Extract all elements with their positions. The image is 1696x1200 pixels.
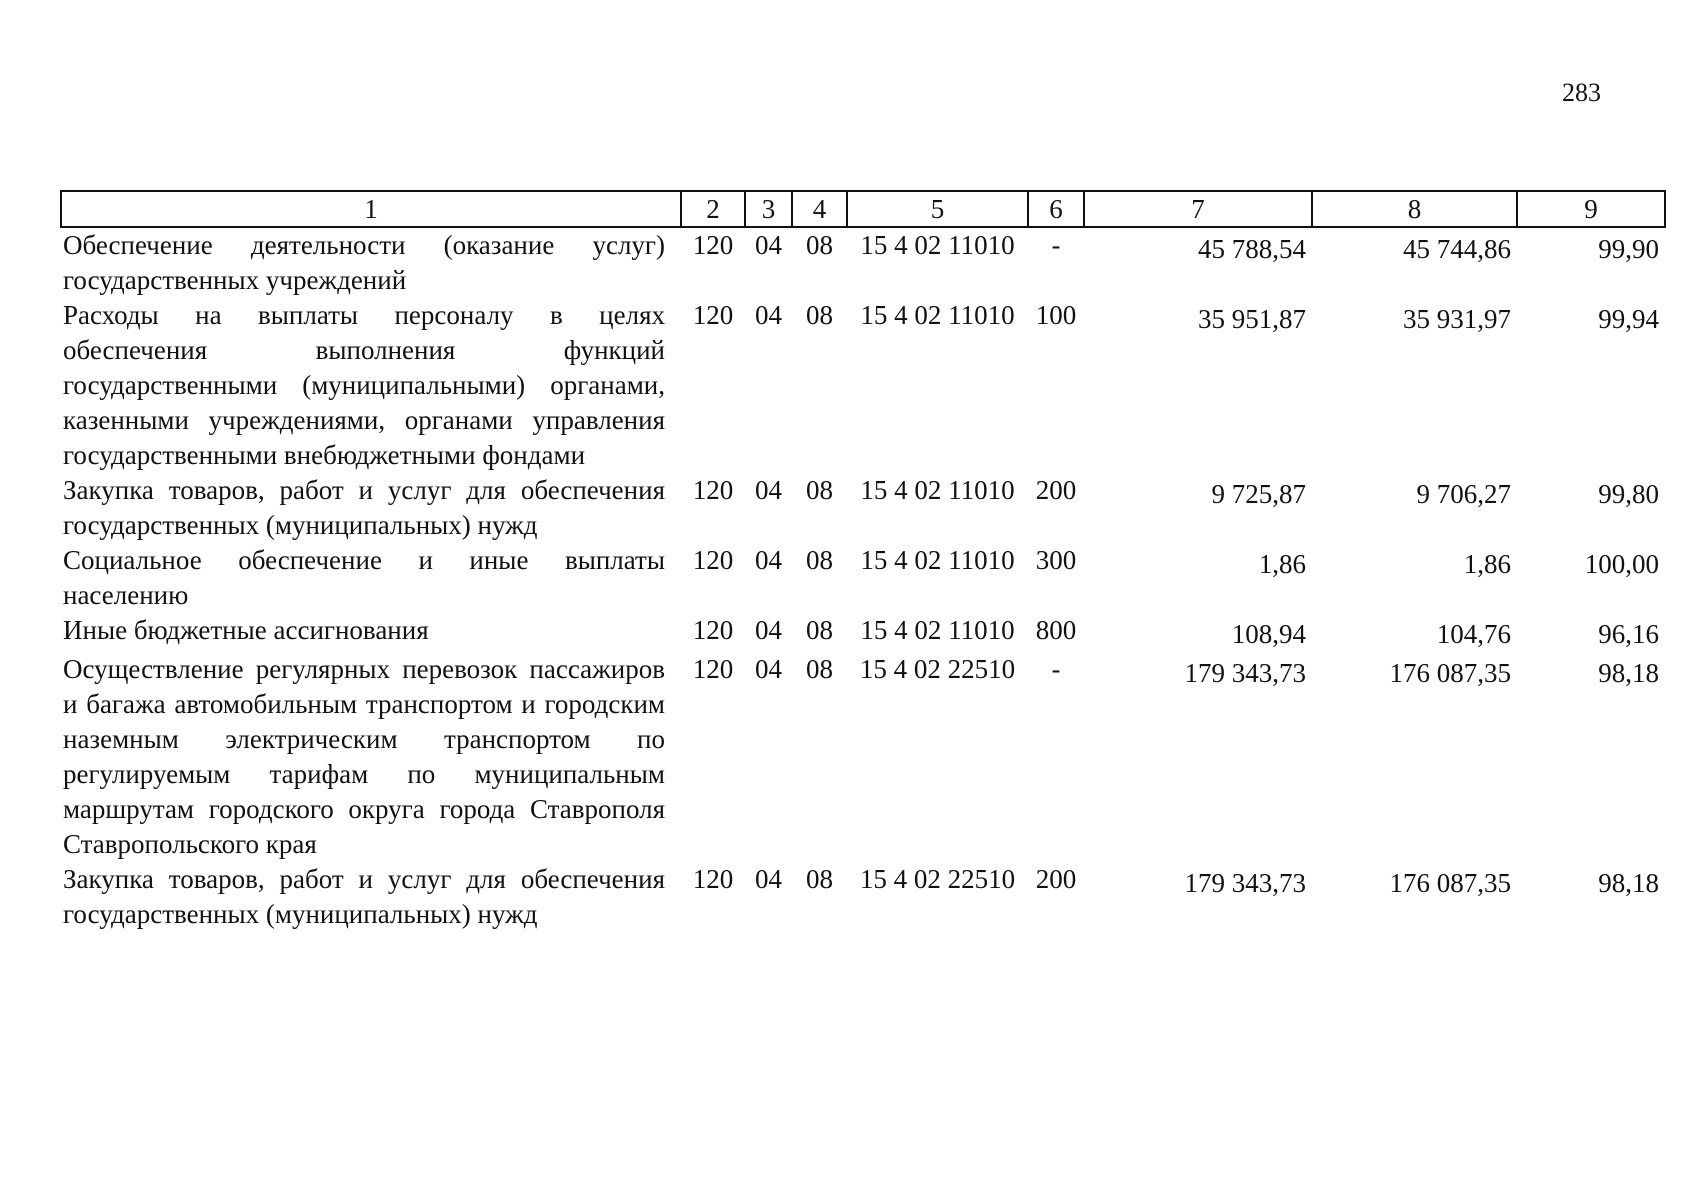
row-value-9: 98,18 (1598, 658, 1659, 688)
row-code-6: - (1051, 230, 1061, 260)
row-code-3: 04 (755, 545, 782, 575)
row-code-4: 08 (806, 615, 833, 645)
column-header: 8 (1312, 191, 1517, 227)
row-value-8: 45 744,86 (1403, 234, 1511, 264)
table-row (61, 227, 1665, 298)
row-code-5: 15 4 02 22510 (859, 654, 1016, 684)
row-value-8: 176 087,35 (1389, 658, 1511, 688)
row-code-2: 120 (692, 615, 734, 645)
row-code-4: 08 (806, 545, 833, 575)
row-code-6: - (1051, 654, 1061, 684)
row-code-5: 15 4 02 11010 (860, 475, 1015, 505)
row-code-4: 08 (806, 654, 833, 684)
row-value-7: 179 343,73 (1184, 868, 1306, 898)
table-row (61, 613, 1665, 652)
row-code-2: 120 (692, 475, 734, 505)
column-header: 6 (1028, 191, 1084, 227)
row-value-7: 45 788,54 (1198, 234, 1306, 264)
row-code-3: 04 (755, 654, 782, 684)
table-header-row (61, 191, 1665, 227)
table-row (61, 298, 1665, 473)
row-code-5: 15 4 02 11010 (860, 615, 1015, 645)
row-name: Расходы на выплаты персоналу в целях обеспечения выполнения функций государственными (муниципальными) органами, казенными учреждениями, органами управления государственными внебюджетными фондами (63, 300, 665, 470)
row-value-8: 9 706,27 (1416, 479, 1511, 509)
row-code-2: 120 (692, 230, 734, 260)
row-value-9: 100,00 (1584, 549, 1659, 579)
column-header: 7 (1084, 191, 1312, 227)
row-value-8: 35 931,97 (1403, 304, 1511, 334)
row-value-9: 99,80 (1598, 479, 1659, 509)
row-code-5: 15 4 02 22510 (859, 864, 1016, 894)
row-code-2: 120 (692, 300, 734, 330)
row-code-3: 04 (755, 864, 782, 894)
row-code-2: 120 (692, 654, 734, 684)
row-name: Иные бюджетные ассигнования (63, 615, 429, 645)
row-code-2: 120 (692, 545, 734, 575)
row-code-4: 08 (806, 300, 833, 330)
budget-table (60, 190, 1666, 932)
row-code-3: 04 (755, 615, 782, 645)
row-code-5: 15 4 02 11010 (860, 545, 1015, 575)
row-code-6: 300 (1035, 545, 1077, 575)
row-value-9: 99,90 (1598, 234, 1659, 264)
row-value-8: 176 087,35 (1389, 868, 1511, 898)
row-value-9: 98,18 (1598, 868, 1659, 898)
row-value-8: 1,86 (1463, 549, 1511, 579)
row-code-3: 04 (755, 475, 782, 505)
column-header: 3 (745, 191, 792, 227)
row-code-6: 100 (1035, 300, 1077, 330)
row-name: Осуществление регулярных перевозок пассажиров и багажа автомобильным транспортом и городским наземным электрическим транспортом по регулируемым тарифам по муниципальным маршрутам городского округа города Ставрополя Ставропольского края (63, 654, 665, 859)
row-name: Закупка товаров, работ и услуг для обеспечения государственных (муниципальных) нужд (63, 475, 665, 540)
row-code-6: 800 (1035, 615, 1077, 645)
row-value-7: 9 725,87 (1211, 479, 1306, 509)
column-header: 2 (681, 191, 745, 227)
row-name: Социальное обеспечение и иные выплаты населению (63, 545, 665, 610)
row-value-7: 108,94 (1231, 619, 1306, 649)
row-value-9: 96,16 (1598, 619, 1659, 649)
row-code-4: 08 (806, 864, 833, 894)
table-row (61, 473, 1665, 543)
table-row (61, 862, 1665, 932)
row-code-4: 08 (806, 230, 833, 260)
row-value-8: 104,76 (1436, 619, 1511, 649)
row-code-2: 120 (692, 864, 734, 894)
row-code-6: 200 (1035, 864, 1077, 894)
row-code-5: 15 4 02 11010 (860, 230, 1015, 260)
row-name: Обеспечение деятельности (оказание услуг) государственных учреждений (63, 230, 665, 295)
column-header: 1 (61, 191, 681, 227)
column-header: 4 (792, 191, 847, 227)
column-header: 5 (847, 191, 1028, 227)
row-code-6: 200 (1035, 475, 1077, 505)
row-value-9: 99,94 (1598, 304, 1659, 334)
row-code-3: 04 (755, 300, 782, 330)
table-row (61, 543, 1665, 613)
row-value-7: 35 951,87 (1198, 304, 1306, 334)
table-row (61, 652, 1665, 862)
row-value-7: 179 343,73 (1184, 658, 1306, 688)
row-code-4: 08 (806, 475, 833, 505)
page-number: 283 (1562, 78, 1601, 107)
row-code-3: 04 (755, 230, 782, 260)
row-value-7: 1,86 (1258, 549, 1306, 579)
row-name: Закупка товаров, работ и услуг для обеспечения государственных (муниципальных) нужд (63, 864, 665, 929)
column-header: 9 (1517, 191, 1665, 227)
row-code-5: 15 4 02 11010 (860, 300, 1015, 330)
